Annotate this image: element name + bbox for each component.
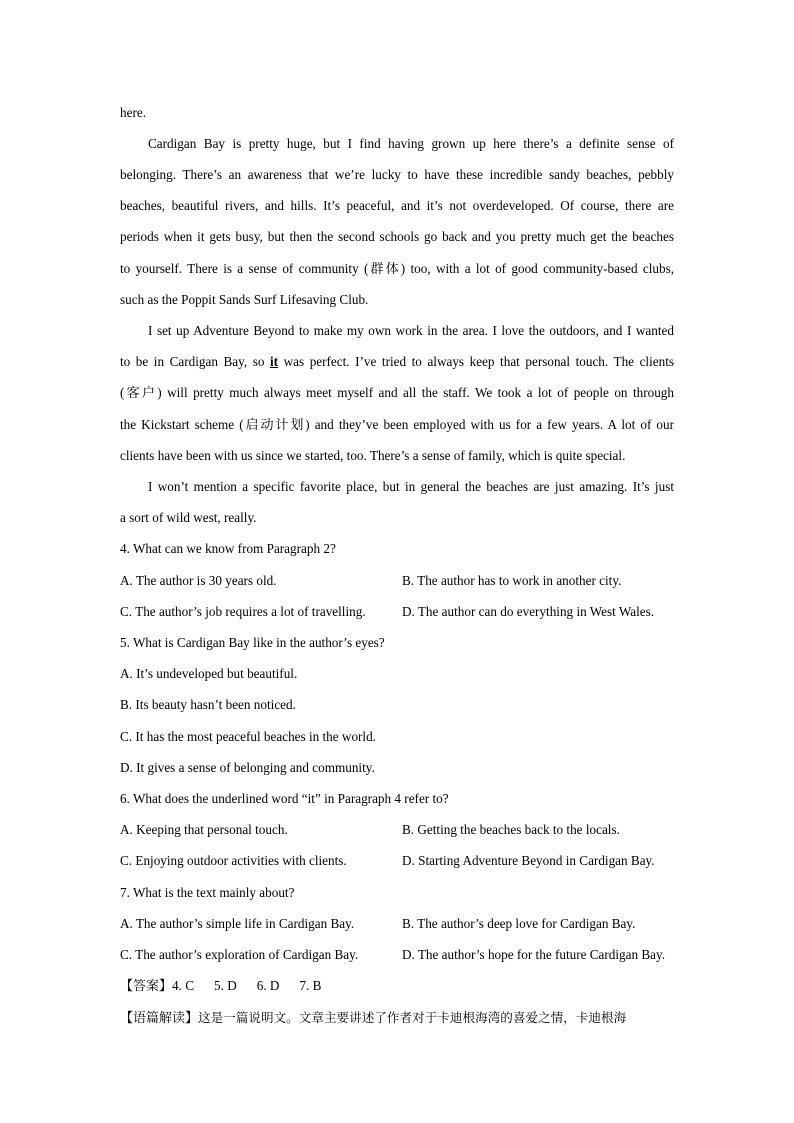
- option-d: D. The author’s hope for the future Cardigan Bay.: [402, 947, 666, 962]
- passage-line: [120, 353, 674, 370]
- passage-text: was perfect. I’ve tried to always keep that personal touch. The clients: [278, 354, 674, 369]
- passage-line: such as the Poppit Sands Surf Lifesaving Club.: [120, 292, 369, 307]
- answer-item: 5. D: [214, 978, 237, 993]
- question-stem: 5. What is Cardigan Bay like in the author’s eyes?: [120, 635, 385, 650]
- question-stem: 7. What is the text mainly about?: [120, 885, 295, 900]
- option-d: D. It gives a sense of belonging and community.: [120, 760, 375, 775]
- passage-line: Cardigan Bay is pretty huge, but I find having grown up here there’s a definite sense of: [148, 136, 674, 151]
- passage-line: a sort of wild west, really.: [120, 510, 257, 525]
- passage-line: the Kickstart scheme (启动计划) and they’ve been employed with us for a few years. A lot of our: [120, 417, 674, 432]
- question-stem: 4. What can we know from Paragraph 2?: [120, 541, 336, 556]
- passage-line: I set up Adventure Beyond to make my own work in the area. I love the outdoors, and I wanted: [148, 323, 674, 338]
- passage-line: beaches, beautiful rivers, and hills. It’s peaceful, and it’s not overdeveloped. Of course, there are: [120, 198, 674, 213]
- option-a: A. The author’s simple life in Cardigan Bay.: [120, 916, 355, 931]
- passage-text: to be in Cardigan Bay, so: [120, 354, 271, 369]
- option-c: C. Enjoying outdoor activities with clients.: [120, 853, 347, 868]
- option-c: C. The author’s exploration of Cardigan Bay.: [120, 947, 359, 962]
- passage-line: clients have been with us since we started, too. There’s a sense of family, which is quite special.: [120, 448, 626, 463]
- answer-item: 4. C: [172, 978, 194, 993]
- analysis-text: 这是一篇说明文。文章主要讲述了作者对于卡迪根海湾的喜爱之情，卡迪根海: [198, 1010, 627, 1025]
- passage-line: I won’t mention a specific favorite place, but in general the beaches are just amazing. It’s just: [148, 479, 674, 494]
- option-a: A. Keeping that personal touch.: [120, 822, 288, 837]
- option-b: B. Its beauty hasn’t been noticed.: [120, 697, 296, 712]
- option-c: C. It has the most peaceful beaches in the world.: [120, 729, 376, 744]
- question-stem: 6. What does the underlined word “it” in Paragraph 4 refer to?: [120, 791, 449, 806]
- option-b: B. The author’s deep love for Cardigan Bay.: [402, 916, 636, 931]
- option-b: B. Getting the beaches back to the locals.: [402, 822, 620, 837]
- passage-line: periods when it gets busy, but then the second schools go back and you pretty much get the beaches: [120, 229, 674, 244]
- option-d: D. The author can do everything in West Wales.: [402, 604, 655, 619]
- option-a: A. The author is 30 years old.: [120, 573, 277, 588]
- answer-key: [120, 977, 674, 995]
- option-d: D. Starting Adventure Beyond in Cardigan Bay.: [402, 853, 655, 868]
- answer-item: 6. D: [256, 978, 280, 993]
- option-c: C. The author’s job requires a lot of travelling.: [120, 604, 366, 619]
- option-a: A. It’s undeveloped but beautiful.: [120, 666, 298, 681]
- passage-line: to yourself. There is a sense of community (群体) too, with a lot of good community-based clubs,: [120, 261, 674, 276]
- answer-item: 7. B: [299, 978, 322, 993]
- answer-tag: 【答案】: [120, 979, 173, 994]
- passage-line: (客户) will pretty much always meet myself and all the staff. We took a lot of people on through: [120, 385, 674, 400]
- option-b: B. The author has to work in another city.: [402, 573, 622, 588]
- underlined-word-it: it: [270, 354, 279, 369]
- passage-line: here.: [120, 105, 146, 120]
- analysis-tag: 【语篇解读】: [120, 1011, 199, 1026]
- analysis-line: [120, 1009, 674, 1027]
- passage-line: belonging. There’s an awareness that we’re lucky to have these incredible sandy beaches, pebbly: [120, 167, 674, 182]
